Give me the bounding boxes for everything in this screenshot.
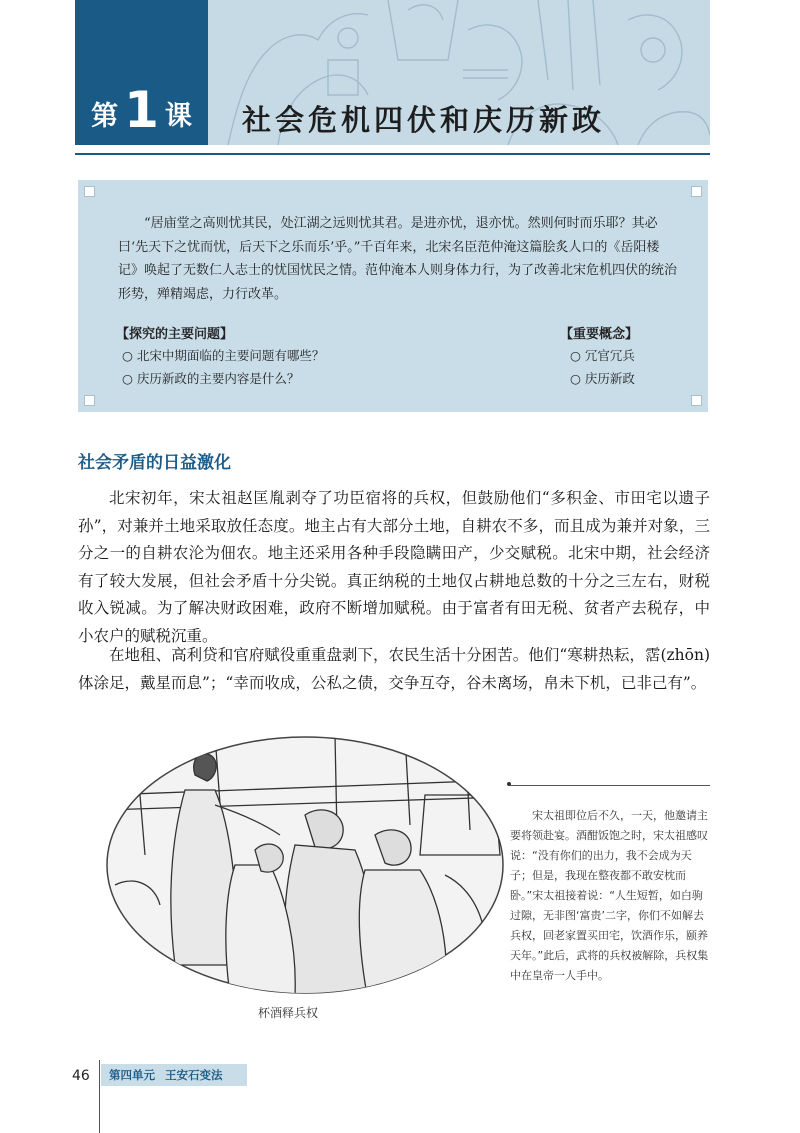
footer-divider (99, 1060, 100, 1133)
corner-ornament (691, 395, 702, 406)
corner-ornament (691, 186, 702, 197)
lesson-title: 社会危机四伏和庆历新政 (242, 103, 606, 137)
title-banner (208, 0, 710, 145)
banquet-illustration (105, 735, 505, 995)
lesson-suffix: 课 (164, 101, 192, 132)
corner-ornament (84, 395, 95, 406)
question-item: ○ 北宋中期面临的主要问题有哪些？ (122, 348, 325, 363)
corner-ornament (84, 186, 95, 197)
questions-heading: 【探究的主要问题】 (116, 327, 234, 342)
page-number: 46 (72, 1068, 90, 1084)
body-paragraph: 在地租、高利贷和官府赋役重重盘剥下，农民生活十分困苦。他们“寒耕热耘，霑(zhōn)体涂足，戴星而息”；“幸而收成，公私之债，交争互夺，谷未离场，帛未下机，已非己有”。 (78, 646, 710, 692)
concept-item: ○ 冗官冗兵 (570, 348, 635, 363)
question-item: ○ 庆历新政的主要内容是什么？ (122, 371, 300, 386)
lesson-number-box (75, 0, 208, 145)
body-paragraph: 北宋初年，宋太祖赵匡胤剥夺了功臣宿将的兵权，但鼓励他们“多积金、市田宅以遗子孙”，对兼并土地采取放任态度。地主占有大部分土地，自耕农不多，而且成为兼并对象，三分之一的自耕农沦为佃农。地主还采用各种手段隐瞒田产，少交赋税。北宋中期，社会经济有了较大发展，但社会矛盾十分尖锐。真正纳税的土地仅占耕地总数的十分之三左右，财税收入锐减。为了解决财政困难，政府不断增加赋税。由于富者有田无税、贫者产去税存，中小农户的赋税沉重。 (78, 489, 710, 645)
unit-label: 第四单元 王安石变法 (101, 1064, 247, 1086)
lesson-header (75, 0, 710, 145)
section-heading: 社会矛盾的日益激化 (78, 453, 231, 473)
lesson-number: 1 (124, 81, 159, 139)
illustration-caption: 杯酒释兵权 (258, 1006, 319, 1020)
caption-divider (510, 785, 710, 786)
illustration-side-note: 宋太祖即位后不久，一天，他邀请主要将领赴宴。酒酣饭饱之时，宋太祖感叹说：“没有你们的出力，我不会成为天子；但是，我现在整夜都不敢安枕而卧。”宋太祖接着说：“人生短暂，如白驹过隙，无非图‘富贵’二字，你们不如解去兵权，回老家置买田宅，饮酒作乐，颐养天年。”此后，武将的兵权被解除，兵权集中在皇帝一人手中。 (510, 809, 709, 982)
header-divider (75, 153, 710, 155)
concepts-heading: 【重要概念】 (560, 327, 639, 342)
intro-text: “居庙堂之高则忧其民，处江湖之远则忧其君。是进亦忧，退亦忧。然则何时而乐耶？其必曰‘先天下之忧而忧，后天下之乐而乐’乎。”千百年来，北宋名臣范仲淹这篇脍炙人口的《岳阳楼记》唤起了无数仁人志士的忧国忧民之情。范仲淹本人则身体力行，为了改善北宋危机四伏的统治形势，殚精竭虑，力行改革。 (118, 216, 678, 302)
concept-item: ○ 庆历新政 (570, 371, 635, 386)
intro-panel (78, 180, 708, 412)
lesson-prefix: 第 (91, 101, 119, 132)
